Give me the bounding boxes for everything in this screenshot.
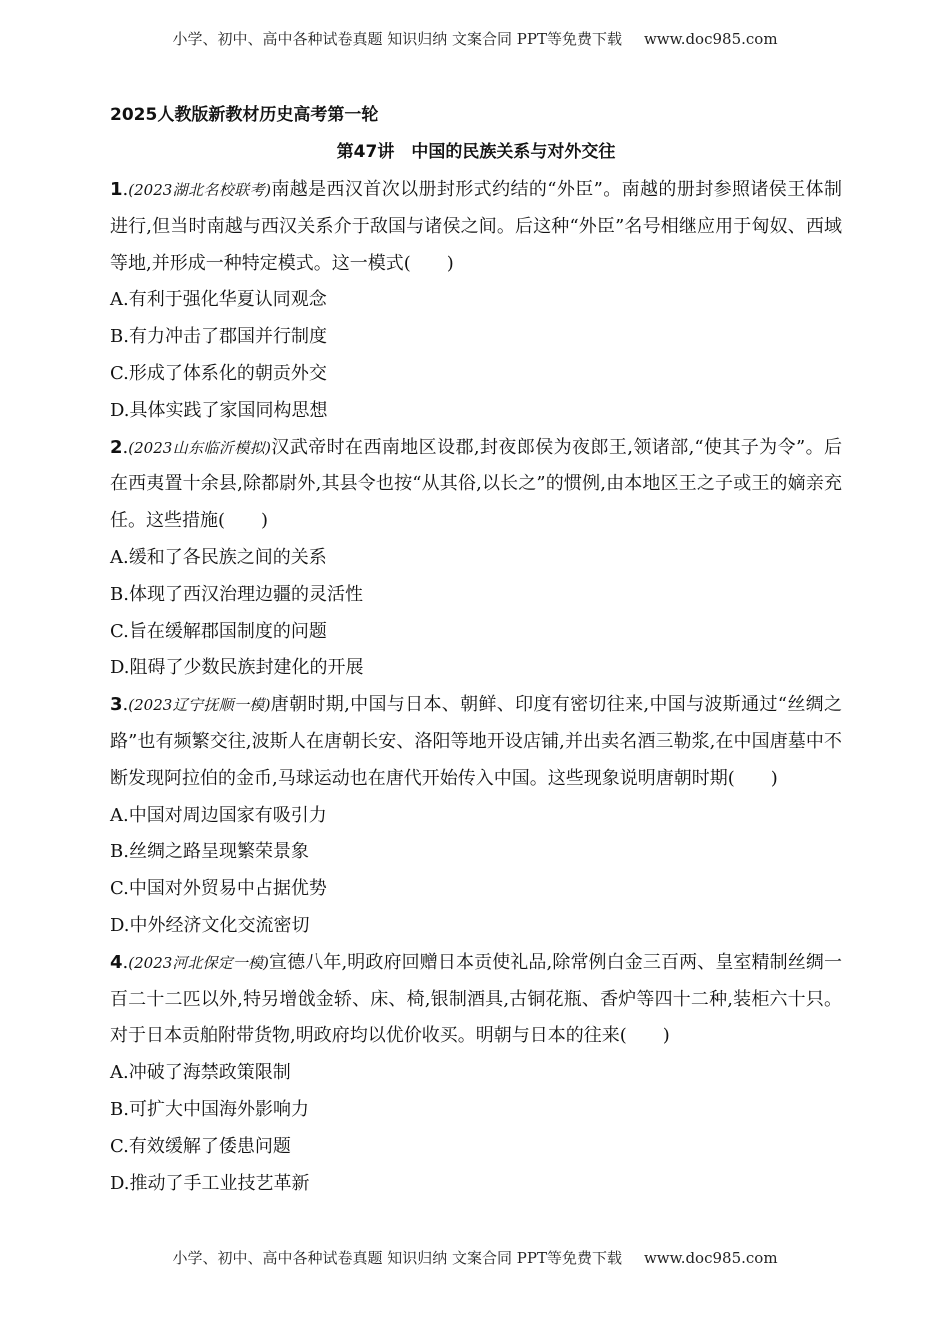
question xyxy=(110,687,842,945)
header-url[interactable]: www.doc985.com xyxy=(643,30,778,48)
option-c[interactable]: C.中国对外贸易中占据优势 xyxy=(110,878,327,900)
question xyxy=(110,172,842,430)
question xyxy=(110,945,842,1203)
option-d[interactable]: D.阻碍了少数民族封建化的开展 xyxy=(110,657,364,679)
option-c[interactable]: C.有效缓解了倭患问题 xyxy=(110,1135,291,1157)
question-text: 宣德八年,明政府回赠日本贡使礼品,除常例白金三百两、皇室精制丝绸一百二十二匹以外,特另增戗金轿、床、椅,银制酒具,古铜花瓶、香炉等四十二种,装柜六十只。对于日本贡舶附带货物,明政府均以优价收买。明朝与日本的往来( ) xyxy=(110,951,842,1047)
header-text: 小学、初中、高中各种试卷真题 知识归纳 文案合同 PPT等免费下载 xyxy=(172,30,622,48)
option-c[interactable]: C.形成了体系化的朝贡外交 xyxy=(110,362,327,384)
question-text: 汉武帝时在西南地区设郡,封夜郎侯为夜郎王,领诸部,“使其子为令”。后在西夷置十余县,除都尉外,其县令也按“从其俗,以长之”的惯例,由本地区王之子或王的嫡亲充任。这些措施( ) xyxy=(110,436,842,532)
option-a[interactable]: A.冲破了海禁政策限制 xyxy=(110,1062,291,1084)
question-number: 3 xyxy=(110,694,123,716)
option-a[interactable]: A.缓和了各民族之间的关系 xyxy=(110,546,327,568)
option-d[interactable]: D.推动了手工业技艺革新 xyxy=(110,1172,310,1194)
question-stem: 4.(2023河北保定一模)宣德八年,明政府回赠日本贡使礼品,除常例白金三百两、皇室精制丝绸一百二十二匹以外,特另增戗金轿、床、椅,银制酒具,古铜花瓶、香炉等四十二种,装柜六十只。对于日本贡舶附带货物,明政府均以优价收买。明朝与日本的往来( ) xyxy=(110,951,842,1047)
question-stem: 3.(2023辽宁抚顺一模)唐朝时期,中国与日本、朝鲜、印度有密切往来,中国与波斯通过“丝绸之路”也有频繁交往,波斯人在唐朝长安、洛阳等地开设店铺,并出卖名酒三勒浆,在中国唐墓中不断发现阿拉伯的金币,马球运动也在唐代开始传入中国。这些现象说明唐朝时期( ) xyxy=(110,694,842,789)
question-stem: 2.(2023山东临沂模拟)汉武帝时在西南地区设郡,封夜郎侯为夜郎王,领诸部,“使其子为令”。后在西夷置十余县,除都尉外,其县令也按“从其俗,以长之”的惯例,由本地区王之子或王的嫡亲充任。这些措施( ) xyxy=(110,436,842,532)
question-source: (2023山东临沂模拟) xyxy=(128,438,271,457)
question-text: 唐朝时期,中国与日本、朝鲜、印度有密切往来,中国与波斯通过“丝绸之路”也有频繁交往,波斯人在唐朝长安、洛阳等地开设店铺,并出卖名酒三勒浆,在中国唐墓中不断发现阿拉伯的金币,马球运动也在唐代开始传入中国。这些现象说明唐朝时期( ) xyxy=(110,694,842,789)
option-b[interactable]: B.有力冲击了郡国并行制度 xyxy=(110,326,327,348)
question-number: 2 xyxy=(110,436,123,458)
page-header xyxy=(0,28,950,49)
question-source: (2023河北保定一模) xyxy=(128,953,269,972)
series-title: 2025人教版新教材历史高考第一轮 xyxy=(110,105,379,125)
question-number: 1 xyxy=(110,179,123,200)
lecture-title: 第47讲 中国的民族关系与对外交往 xyxy=(336,142,616,162)
option-b[interactable]: B.丝绸之路呈现繁荣景象 xyxy=(110,841,309,863)
footer-url[interactable]: www.doc985.com xyxy=(643,1249,778,1267)
option-b[interactable]: B.体现了西汉治理边疆的灵活性 xyxy=(110,583,363,605)
question-text: 南越是西汉首次以册封形式约结的“外臣”。南越的册封参照诸侯王体制进行,但当时南越与西汉关系介于敌国与诸侯之间。后这种“外臣”名号相继应用于匈奴、西域等地,并形成一种特定模式。这一模式( ) xyxy=(110,179,842,274)
question xyxy=(110,430,842,688)
option-a[interactable]: A.有利于强化华夏认同观念 xyxy=(110,289,327,311)
option-a[interactable]: A.中国对周边国家有吸引力 xyxy=(110,804,327,826)
option-c[interactable]: C.旨在缓解郡国制度的问题 xyxy=(110,620,327,642)
question-source: (2023湖北名校联考) xyxy=(128,181,271,199)
footer-text: 小学、初中、高中各种试卷真题 知识归纳 文案合同 PPT等免费下载 xyxy=(172,1249,622,1267)
question-stem: 1.(2023湖北名校联考)南越是西汉首次以册封形式约结的“外臣”。南越的册封参照诸侯王体制进行,但当时南越与西汉关系介于敌国与诸侯之间。后这种“外臣”名号相继应用于匈奴、西域等地,并形成一种特定模式。这一模式( ) xyxy=(110,179,842,274)
option-d[interactable]: D.中外经济文化交流密切 xyxy=(110,914,310,936)
document-body xyxy=(110,98,842,1202)
option-d[interactable]: D.具体实践了家国同构思想 xyxy=(110,399,328,421)
question-number: 4 xyxy=(110,951,123,973)
question-source: (2023辽宁抚顺一模) xyxy=(128,696,271,715)
option-b[interactable]: B.可扩大中国海外影响力 xyxy=(110,1098,309,1120)
page-footer xyxy=(0,1247,950,1268)
